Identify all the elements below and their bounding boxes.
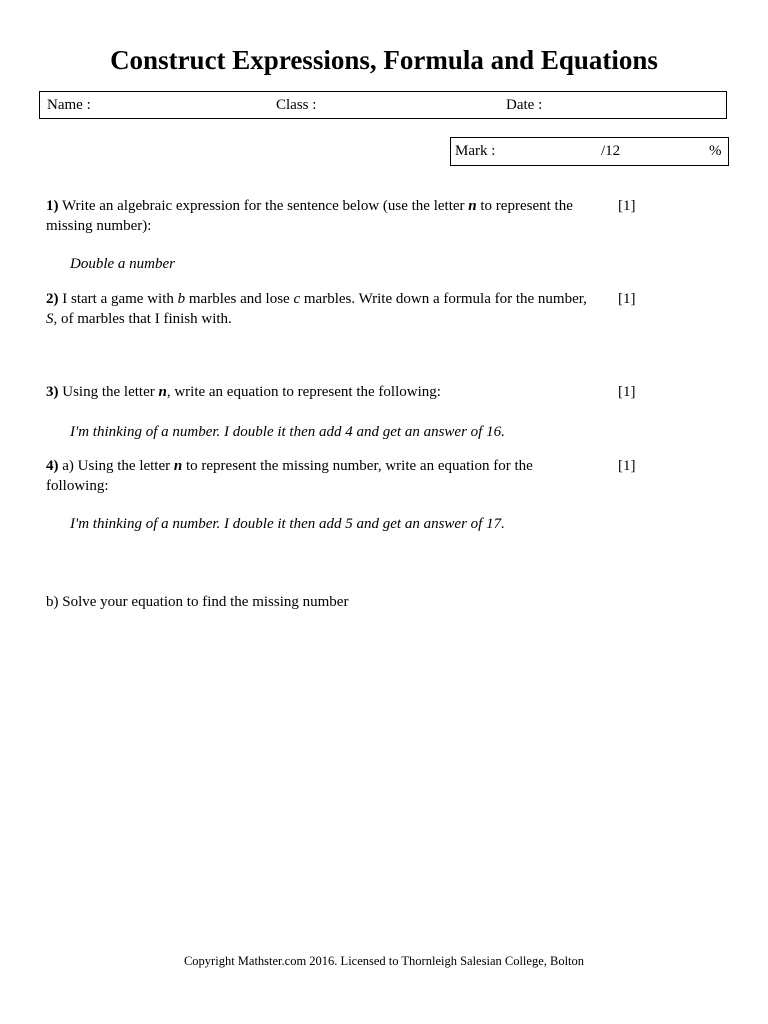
question-number: 1): [46, 198, 59, 214]
variable: c: [293, 291, 301, 307]
question-text: to represent the missing number, write an equation for the following:: [46, 458, 533, 494]
question-number: 2): [46, 291, 59, 307]
question-text: , write an equation to represent the following:: [166, 384, 441, 400]
mark-total: /12: [601, 143, 621, 159]
question-4-prompt: I'm thinking of a number. I double it then add 5 and get an answer of 17.: [70, 516, 505, 532]
question-4-part-b: b) Solve your equation to find the missing number: [46, 594, 349, 610]
question-3-marks: [1]: [618, 384, 636, 400]
question-text: Write an algebraic expression for the sentence below (use the letter: [58, 198, 469, 214]
variable: n: [173, 458, 183, 474]
question-text: I start a game with: [58, 291, 178, 307]
name-label: Name :: [47, 97, 91, 113]
question-text: , of marbles that I finish with.: [53, 310, 232, 327]
variable: n: [468, 198, 477, 214]
question-text: marbles. Write down a formula for the number,: [300, 291, 587, 307]
class-label: Class :: [276, 97, 317, 113]
question-text: marbles and lose: [185, 291, 294, 307]
question-text: Using the letter: [58, 384, 159, 400]
question-2: [46, 290, 618, 329]
question-3-prompt: I'm thinking of a number. I double it then add 4 and get an answer of 16.: [70, 424, 505, 440]
variable: b: [177, 291, 186, 307]
copyright-footer: Copyright Mathster.com 2016. Licensed to Thornleigh Salesian College, Bolton: [183, 954, 585, 968]
variable: n: [158, 384, 167, 400]
question-2-marks: [1]: [618, 291, 636, 307]
question-3: [46, 383, 616, 403]
question-1-prompt: Double a number: [70, 256, 175, 272]
mark-label: Mark :: [455, 143, 496, 159]
question-text: to represent the missing number):: [46, 198, 573, 234]
question-1: [46, 197, 616, 236]
question-number: 4): [46, 458, 59, 474]
question-text: a) Using the letter: [58, 458, 174, 474]
variable: S: [46, 310, 54, 327]
date-label: Date :: [506, 97, 543, 113]
mark-box: [450, 137, 729, 166]
student-info-box: [39, 91, 727, 119]
percent-sign: %: [709, 143, 722, 159]
worksheet-title: Construct Expressions, Formula and Equations: [110, 45, 658, 75]
question-4-marks: [1]: [618, 458, 636, 474]
question-number: 3): [46, 384, 59, 400]
question-4: [46, 457, 566, 496]
question-1-marks: [1]: [618, 198, 636, 214]
